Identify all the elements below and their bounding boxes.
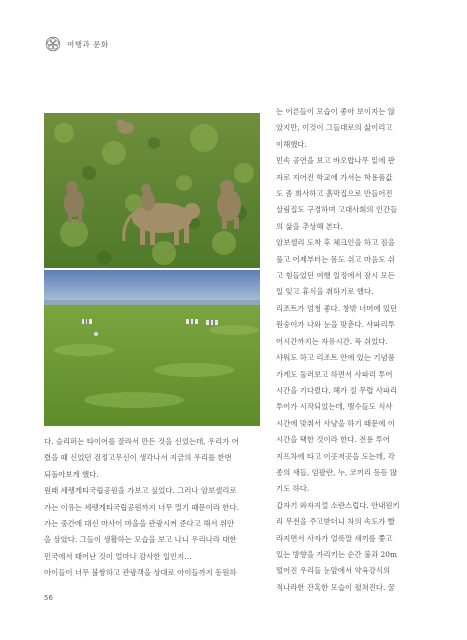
flower-logo-icon xyxy=(45,36,61,52)
text-line: 고 힘들었던 여행 일정에서 잠시 모든 xyxy=(276,271,395,281)
text-line: 이해했다. xyxy=(276,139,307,149)
text-line: 라지면서 사자가 얼룩말 새끼를 쫓고 xyxy=(276,533,393,543)
text-line: 어시간까지는 자유시간. 푹 쉬었다. xyxy=(276,336,388,346)
text-line: 기도 하다. xyxy=(276,484,310,494)
text-line: 암보셀리 도착 후 체크인을 하고 짐을 xyxy=(276,238,395,248)
text-line: 의 삶을 추상해 본다. xyxy=(276,221,343,231)
text-line: 자로 지어진 학교에 가서는 학용품값 xyxy=(276,172,393,182)
text-line: 시간을 기다렸다. 해가 질 무렵 사파리 xyxy=(276,385,398,395)
text-line: 적나라한 잔혹한 모습이 펼쳐진다. 꿀 xyxy=(276,582,395,592)
text-line: 시간을 택한 것이라 한다. 전용 투어 xyxy=(276,435,391,445)
text-line: 가게도 둘러보고 하면서 사파리 투어 xyxy=(276,369,393,379)
text-line: 리조트가 엄청 좋다. 창밖 너머에 있던 xyxy=(276,303,398,313)
text-line: 풀고 어제부터는 몸도 쉬고 마음도 쉬 xyxy=(276,254,395,264)
text-line: 렸을 때 신었던 검정고무신이 생각나서 지금의 우리를 한번 xyxy=(44,453,232,463)
savanna-zebras-photo xyxy=(44,270,260,426)
text-line: 원래 세렝게티국립공원을 가보고 싶었다. 그러나 암보셀리로 xyxy=(44,486,237,496)
text-line: 원숭이가 나와 눈을 맞춘다. 사파리투 xyxy=(276,320,395,330)
text-line: 살림집도 구경하며 고대사회의 인간들 xyxy=(276,205,398,215)
text-line: 종의 새들, 임팔란, 누, 코끼리 등등 많 xyxy=(276,467,398,477)
page-number: 56 xyxy=(44,594,53,602)
text-line: 다. 슬리퍼는 타이어를 잘라서 만든 것을 신었는데, 우리가 어 xyxy=(44,437,239,446)
text-line: 시간에 맞춰서 사냥을 하기 때문에 이 xyxy=(276,418,395,428)
text-line: 지프차에 타고 이곳저곳을 도는데, 각 xyxy=(276,451,395,461)
baboons-on-grass-photo xyxy=(44,113,260,268)
text-line: 민국에서 태어난 것이 얼마나 감사한 일인지… xyxy=(44,551,192,561)
text-line: 샤워도 하고 리조트 안에 있는 기념품 xyxy=(276,353,395,363)
text-line: 을 삼았다. 그들이 생활하는 모습을 보고 나니 우리나라 대한 xyxy=(44,535,237,545)
section-title: 여행과 문화 xyxy=(67,39,109,49)
text-line: 가는 이유는 세렝게티국립공원까지 너무 멀기 때문이라 한다. xyxy=(44,502,239,512)
page-header xyxy=(45,36,109,52)
text-line: 일 잊고 휴식을 취하기로 했다. xyxy=(276,287,374,297)
left-text-column xyxy=(44,434,262,582)
text-line: 는 어른들이 모습이 좋아 보이지는 않 xyxy=(276,107,395,116)
text-line: 리 무전을 주고받더니 차의 속도가 빨 xyxy=(276,517,395,527)
text-line: 투어가 시작되었는데, 맹수들도 식사 xyxy=(276,402,393,412)
text-line: 도 좀 희사하고 흙막집으로 만들어진 xyxy=(276,189,393,199)
text-line: 떨어진 우리들 눈앞에서 약육강식의 xyxy=(276,566,391,576)
text-line: 되돌아보게 했다. xyxy=(44,469,99,479)
text-line: 갑자기 와자지껄 소란스럽다. 안내원키 xyxy=(276,500,400,510)
text-line: 았지만, 이것이 그들대로의 삶이리고 xyxy=(276,123,393,133)
text-line: 있는 방향을 가리키는 순간 불과 20m xyxy=(276,549,397,559)
text-line: 민속 공연을 보고 바오밥나무 밑에 판 xyxy=(276,156,395,166)
text-line: 아이들이 너무 불쌍하고 관광객을 상대로 아이들까지 동원하 xyxy=(44,568,237,578)
right-text-column xyxy=(276,104,426,596)
text-line: 가는 중간에 대신 마사이 마을을 관광시켜 준다고 해서 위안 xyxy=(44,519,235,529)
